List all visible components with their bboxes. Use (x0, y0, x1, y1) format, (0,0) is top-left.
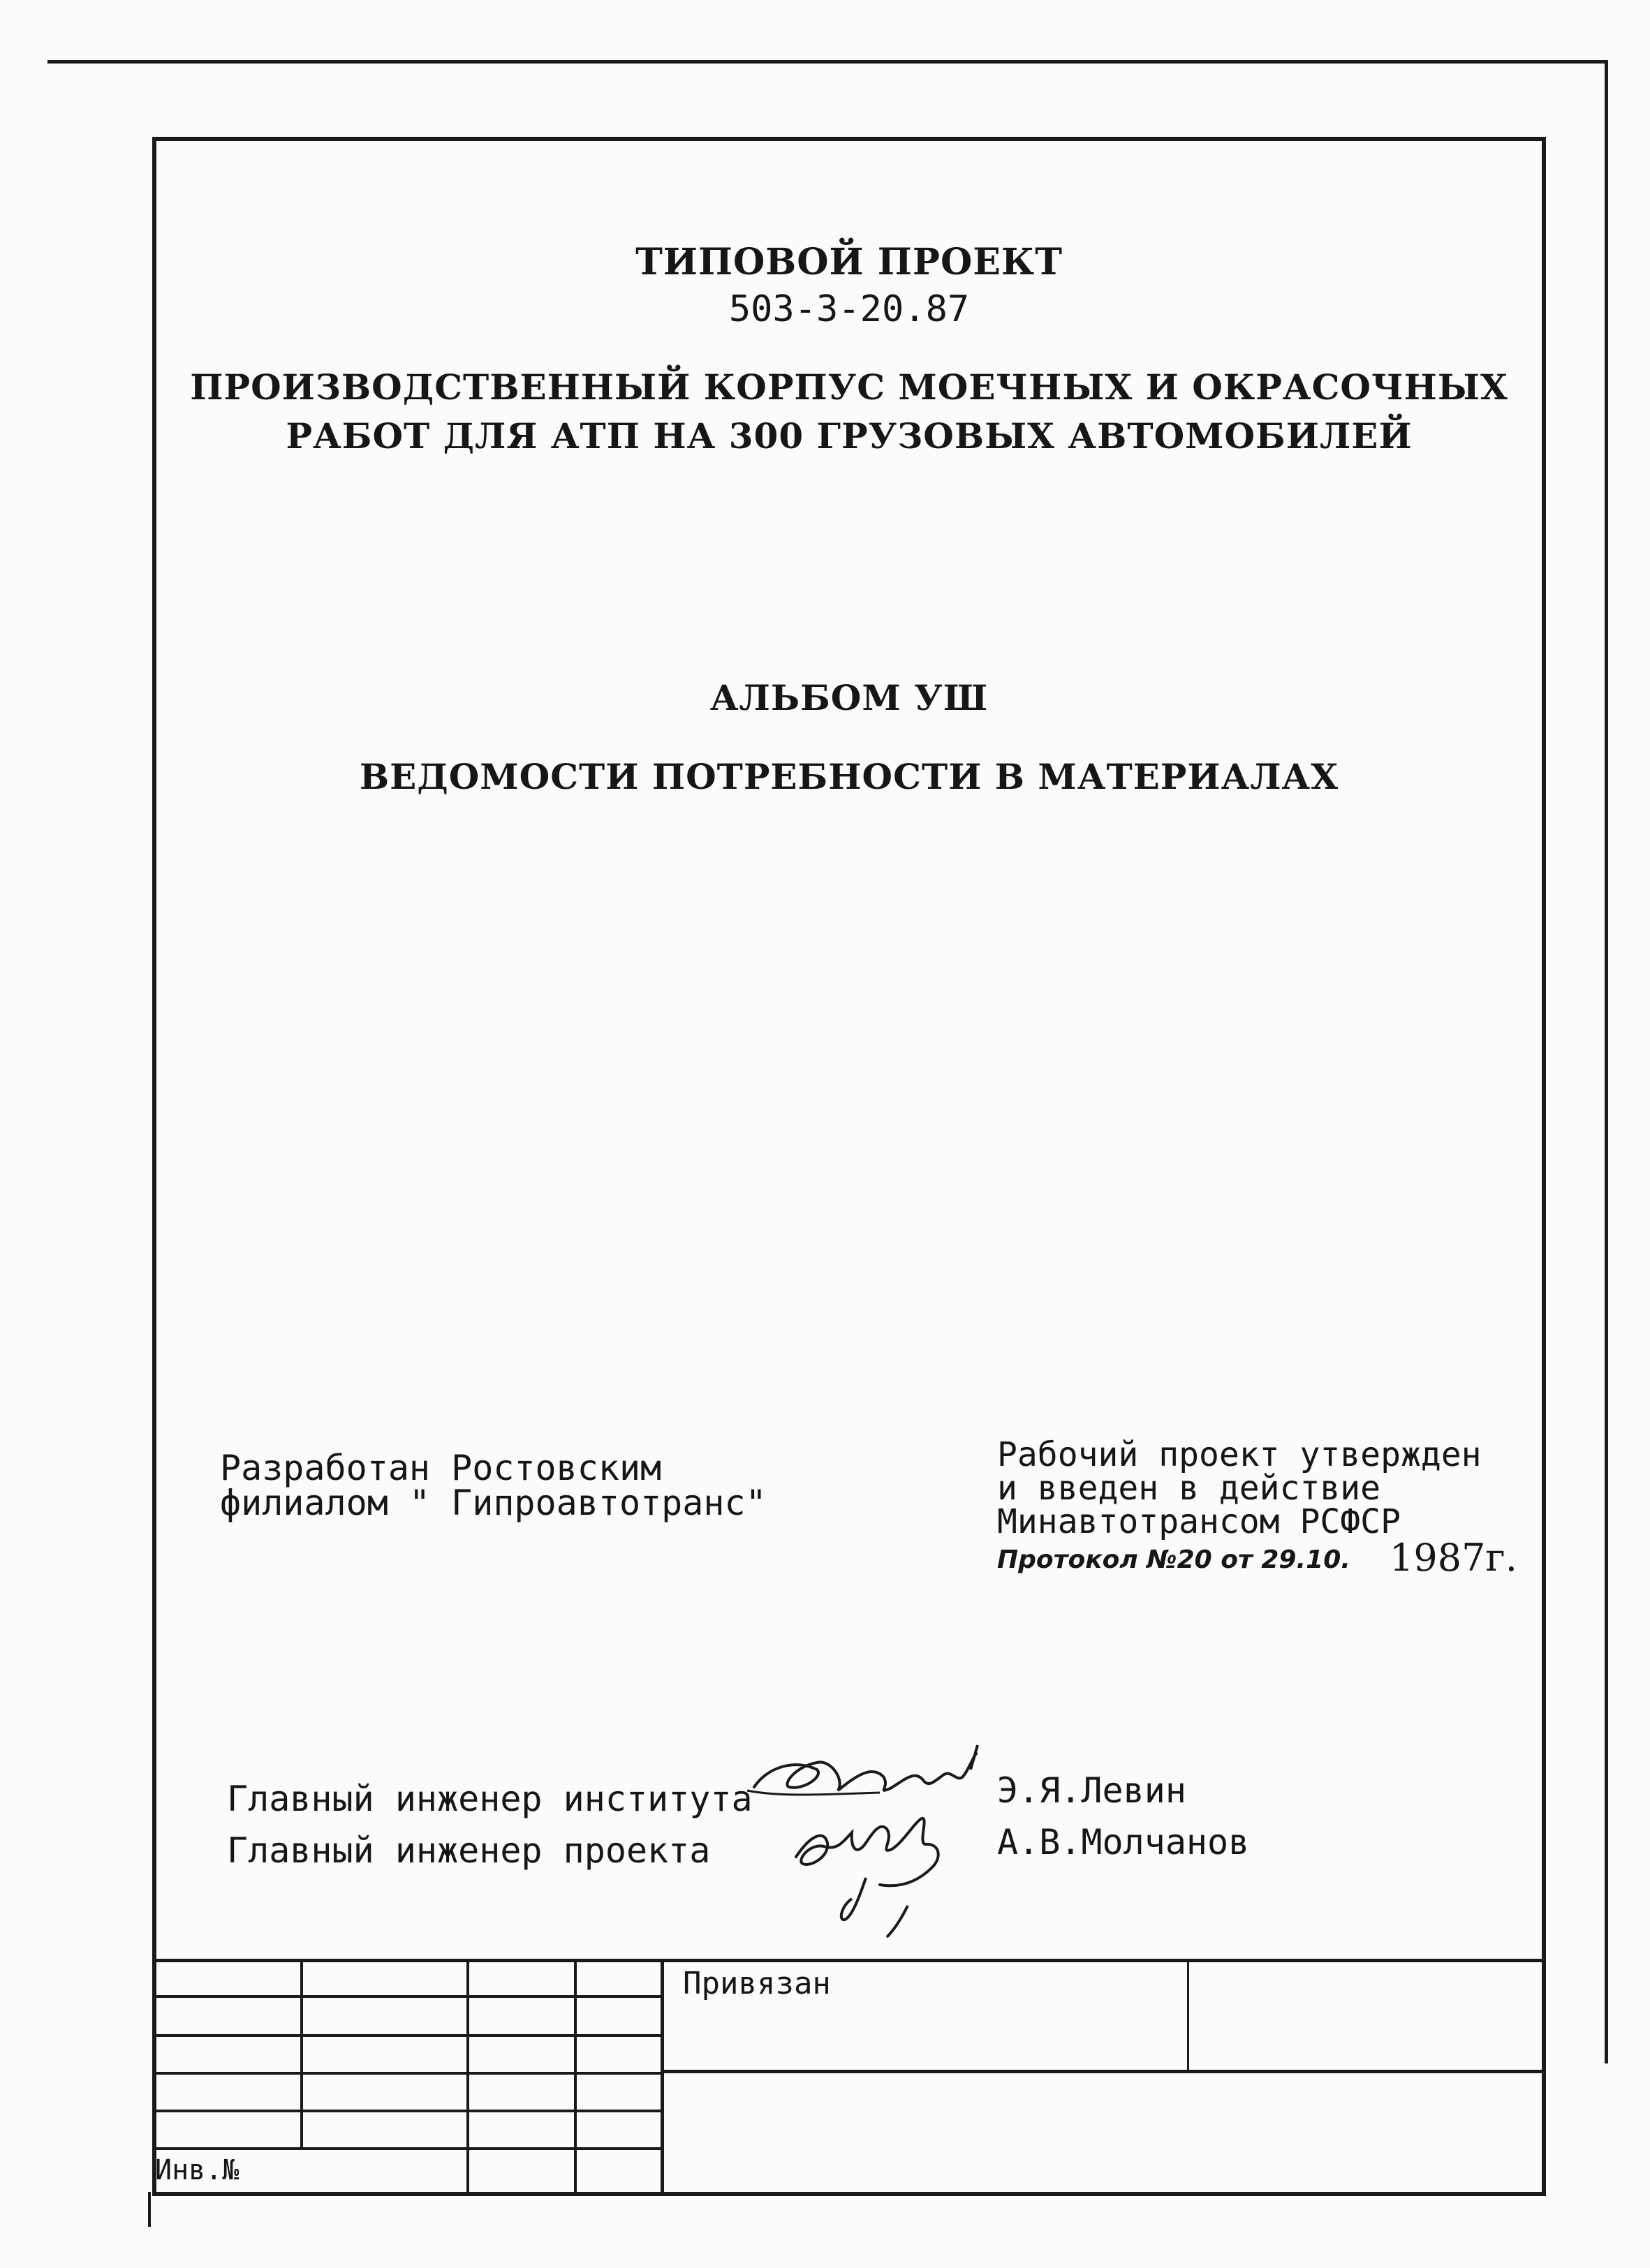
stamp-row-line-4 (152, 2110, 663, 2112)
stamp-row-line-1 (152, 1995, 663, 1998)
stamp-right-divider (1187, 1959, 1189, 2072)
stamp-top-line (152, 1959, 1546, 1962)
project-title-line2: РАБОТ ДЛЯ АТП НА 300 ГРУЗОВЫХ АВТОМОБИЛЕЙ (286, 415, 1413, 457)
developer-line1: Разработан Ростовским (220, 1448, 662, 1488)
stamp-row-line-3 (152, 2072, 663, 2075)
chief-institute-title: Главный инженер института (227, 1779, 753, 1819)
signature-molchanov (775, 1801, 971, 1941)
chief-project-title: Главный инженер проекта (227, 1830, 711, 1871)
stamp-col-line-2 (466, 1959, 469, 2196)
stamp-mid-line-right (663, 2070, 1546, 2073)
stamp-col-line-1 (300, 1959, 303, 2147)
developer-line2: филиалом " Гипроавтотранс" (220, 1483, 767, 1523)
project-title-line1: ПРОИЗВОДСТВЕННЫЙ КОРПУС МОЕЧНЫХ И ОКРАСОЧНЫХ (190, 366, 1508, 408)
stamp-col-line-3 (574, 1959, 577, 2196)
bottom-left-tick (148, 2192, 151, 2227)
project-type: ТИПОВОЙ ПРОЕКТ (635, 241, 1063, 283)
right-edge-line (1605, 60, 1608, 2063)
approval-line1: Рабочий проект утвержден (997, 1435, 1482, 1474)
chief-institute-name: Э.Я.Левин (997, 1770, 1186, 1811)
approval-year: 1987г. (1390, 1536, 1517, 1580)
album-label: АЛЬБОМ УШ (709, 677, 989, 718)
stamp-bound-label: Привязан (683, 1966, 831, 2001)
stamp-inv-label: Инв.№ (155, 2154, 240, 2186)
project-code: 503-3-20.87 (728, 288, 970, 330)
approval-line3: Минавтотрансом РСФСР (997, 1502, 1401, 1541)
chief-project-name: А.В.Молчанов (997, 1822, 1250, 1862)
approval-protocol: Протокол №20 от 29.10. (997, 1546, 1350, 1574)
stamp-col-line-4 (661, 1959, 664, 2196)
top-edge-line (47, 60, 1608, 64)
stamp-row-line-5 (152, 2147, 663, 2150)
album-subtitle: ВЕДОМОСТИ ПОТРЕБНОСТИ В МАТЕРИАЛАХ (359, 756, 1339, 797)
approval-line2: и введен в действие (997, 1469, 1381, 1508)
stamp-row-line-2 (152, 2034, 663, 2037)
